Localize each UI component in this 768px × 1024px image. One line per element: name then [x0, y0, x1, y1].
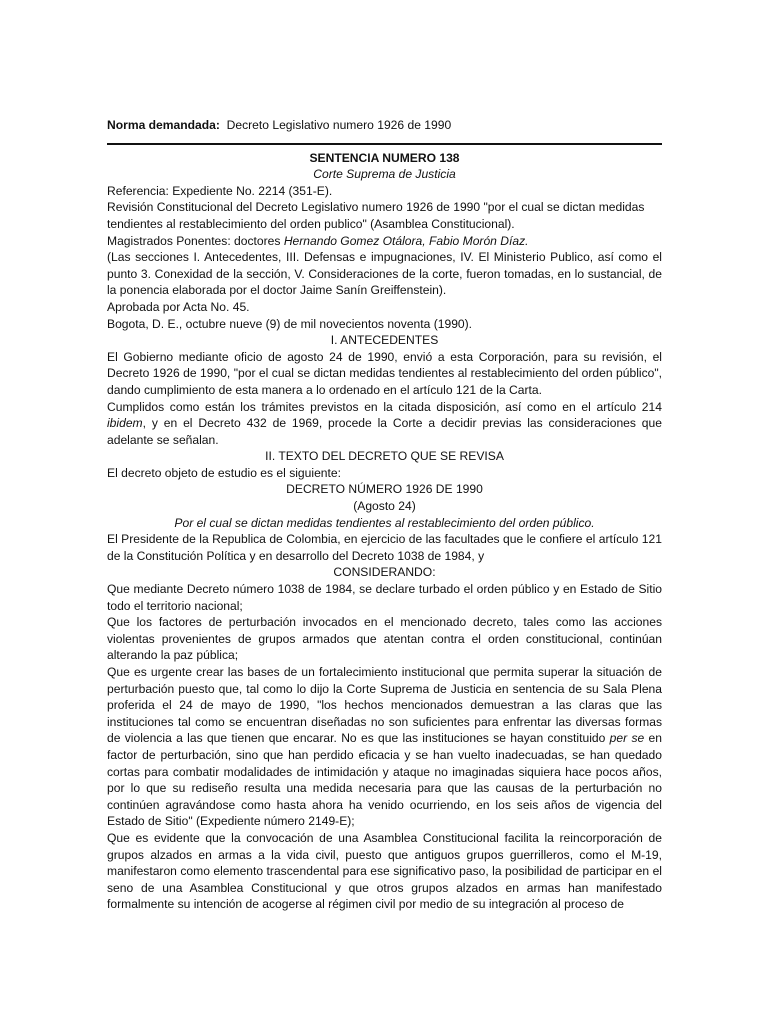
- antecedentes-heading: I. ANTECEDENTES: [330, 333, 439, 348]
- considerando-3-text-a: Que es urgente crear las bases de un fortalecimiento institucional que permita superar la situación de perturbación puesto que, tal como lo dijo la Corte Suprema de Justicia en sentencia de su Sala Plena proferida el 24 de mayo de 1990, "los hechos mencionados demuestran a las claras que las instituciones tal como se encuentran diseñadas no son suficientes para enfrentar las diversas formas de violencia a las que tienen que encarar. No es que las instituciones se hayan constituido: [107, 665, 662, 746]
- norma-demandada: [107, 117, 662, 134]
- revision: Revisión Constitucional del Decreto Legislativo numero 1926 de 1990 "por el cual se dictan medidas tendientes al restablecimiento del orden publico" (Asamblea Constitucional).: [107, 200, 645, 231]
- antecedentes-p2-text-a: Cumplidos como están los trámites previstos en la citada disposición, así como en el artículo 214: [107, 399, 662, 414]
- antecedentes-p2-text-b: , y en el Decreto 432 de 1969, procede la Corte a decidir previas las consideraciones que adelante se señalan.: [107, 416, 662, 447]
- referencia: Referencia: Expediente No. 2214 (351-E).: [107, 183, 333, 198]
- antecedentes-paragraph-1: El Gobierno mediante oficio de agosto 24 de 1990, envió a esta Corporación, para su revisión, el Decreto 1926 de 1990, "por el cual se dictan medidas tendientes al restablecimiento del orden público", dando cumplimiento de esta manera a lo ordenado en el artículo 121 de la Carta.: [107, 349, 662, 397]
- considerando-4: Que es evidente que la convocación de una Asamblea Constitucional facilita la reincorporación de grupos alzados en armas a la vida civil, puesto que antiguos grupos guerrilleros, como el M-19, manifestaron como elemento trascendental para ese significativo paso, la posibilidad de participar en el seno de una Asamblea Constitucional y que otros grupos alzados en armas han manifestado formalmente su intención de acogerse al régimen civil por medio de su integración al proceso de: [107, 830, 662, 912]
- horizontal-rule: [107, 143, 662, 145]
- considerando-1: Que mediante Decreto número 1038 de 1984, se declare turbado el orden público y en Estado de Sitio todo el territorio nacional;: [107, 582, 662, 613]
- sentencia-title: SENTENCIA NUMERO 138: [309, 150, 460, 165]
- magistrados-names: Hernando Gomez Otálora, Fabio Morón Díaz.: [283, 233, 529, 248]
- antecedentes-paragraph-2: [107, 399, 662, 449]
- magistrados-prefix: Magistrados Ponentes: doctores: [107, 233, 284, 248]
- per-se-text: per se: [609, 731, 645, 746]
- fecha: Bogota, D. E., octubre nueve (9) de mil novecientos noventa (1990).: [107, 316, 473, 331]
- norma-value: Decreto Legislativo numero 1926 de 1990: [226, 118, 452, 132]
- presidente-paragraph: El Presidente de la Republica de Colombia, en ejercicio de las facultades que le confiere el artículo 121 de la Constitución Política y en desarrollo del Decreto 1038 de 1984, y: [107, 532, 662, 563]
- magistrados: [107, 233, 662, 250]
- document-content: [107, 117, 662, 913]
- norma-label: Norma demandada:: [107, 118, 220, 132]
- secciones-note: (Las secciones I. Antecedentes, III. Defensas e impugnaciones, IV. El Ministerio Publico, así como el punto 3. Conexidad de la sección, V. Consideraciones de la corte, fueron tomadas, en lo sustancial, de la ponencia elaborada por el doctor Jaime Sanín Greiffenstein).: [107, 250, 662, 298]
- considerando-3-text-b: en factor de perturbación, sino que han perdido eficacia y se han vuelto inadecuadas, se han quedado cortas para combatir modalidades de intimidación y ataque no imaginadas siquiera hace pocos años, por lo que su rediseño resulta una medida necesaria para que las causas de la perturbación no continúen agravándose como hasta ahora ha venido ocurriendo, en los seis años de vigencia del Estado de Sitio" (Expediente número 2149-E);: [107, 731, 662, 829]
- considerando-3: [107, 664, 662, 830]
- decreto-title: DECRETO NÚMERO 1926 DE 1990: [286, 482, 483, 497]
- texto-intro: El decreto objeto de estudio es el siguiente:: [107, 465, 341, 480]
- court-name: Corte Suprema de Justicia: [313, 167, 456, 182]
- considerando-heading: CONSIDERANDO:: [333, 565, 436, 580]
- considerando-2: Que los factores de perturbación invocados en el mencionado decreto, tales como las acciones violentas provenientes de grupos armados que atentan contra el orden constitucional, continúan alterando la paz pública;: [107, 615, 662, 663]
- texto-heading: II. TEXTO DEL DECRETO QUE SE REVISA: [265, 449, 504, 464]
- decreto-subtitle: Por el cual se dictan medidas tendientes al restablecimiento del orden público.: [174, 515, 595, 530]
- ibidem-text: ibidem: [107, 416, 143, 431]
- decreto-date: (Agosto 24): [353, 499, 416, 514]
- acta: Aprobada por Acta No. 45.: [107, 299, 250, 314]
